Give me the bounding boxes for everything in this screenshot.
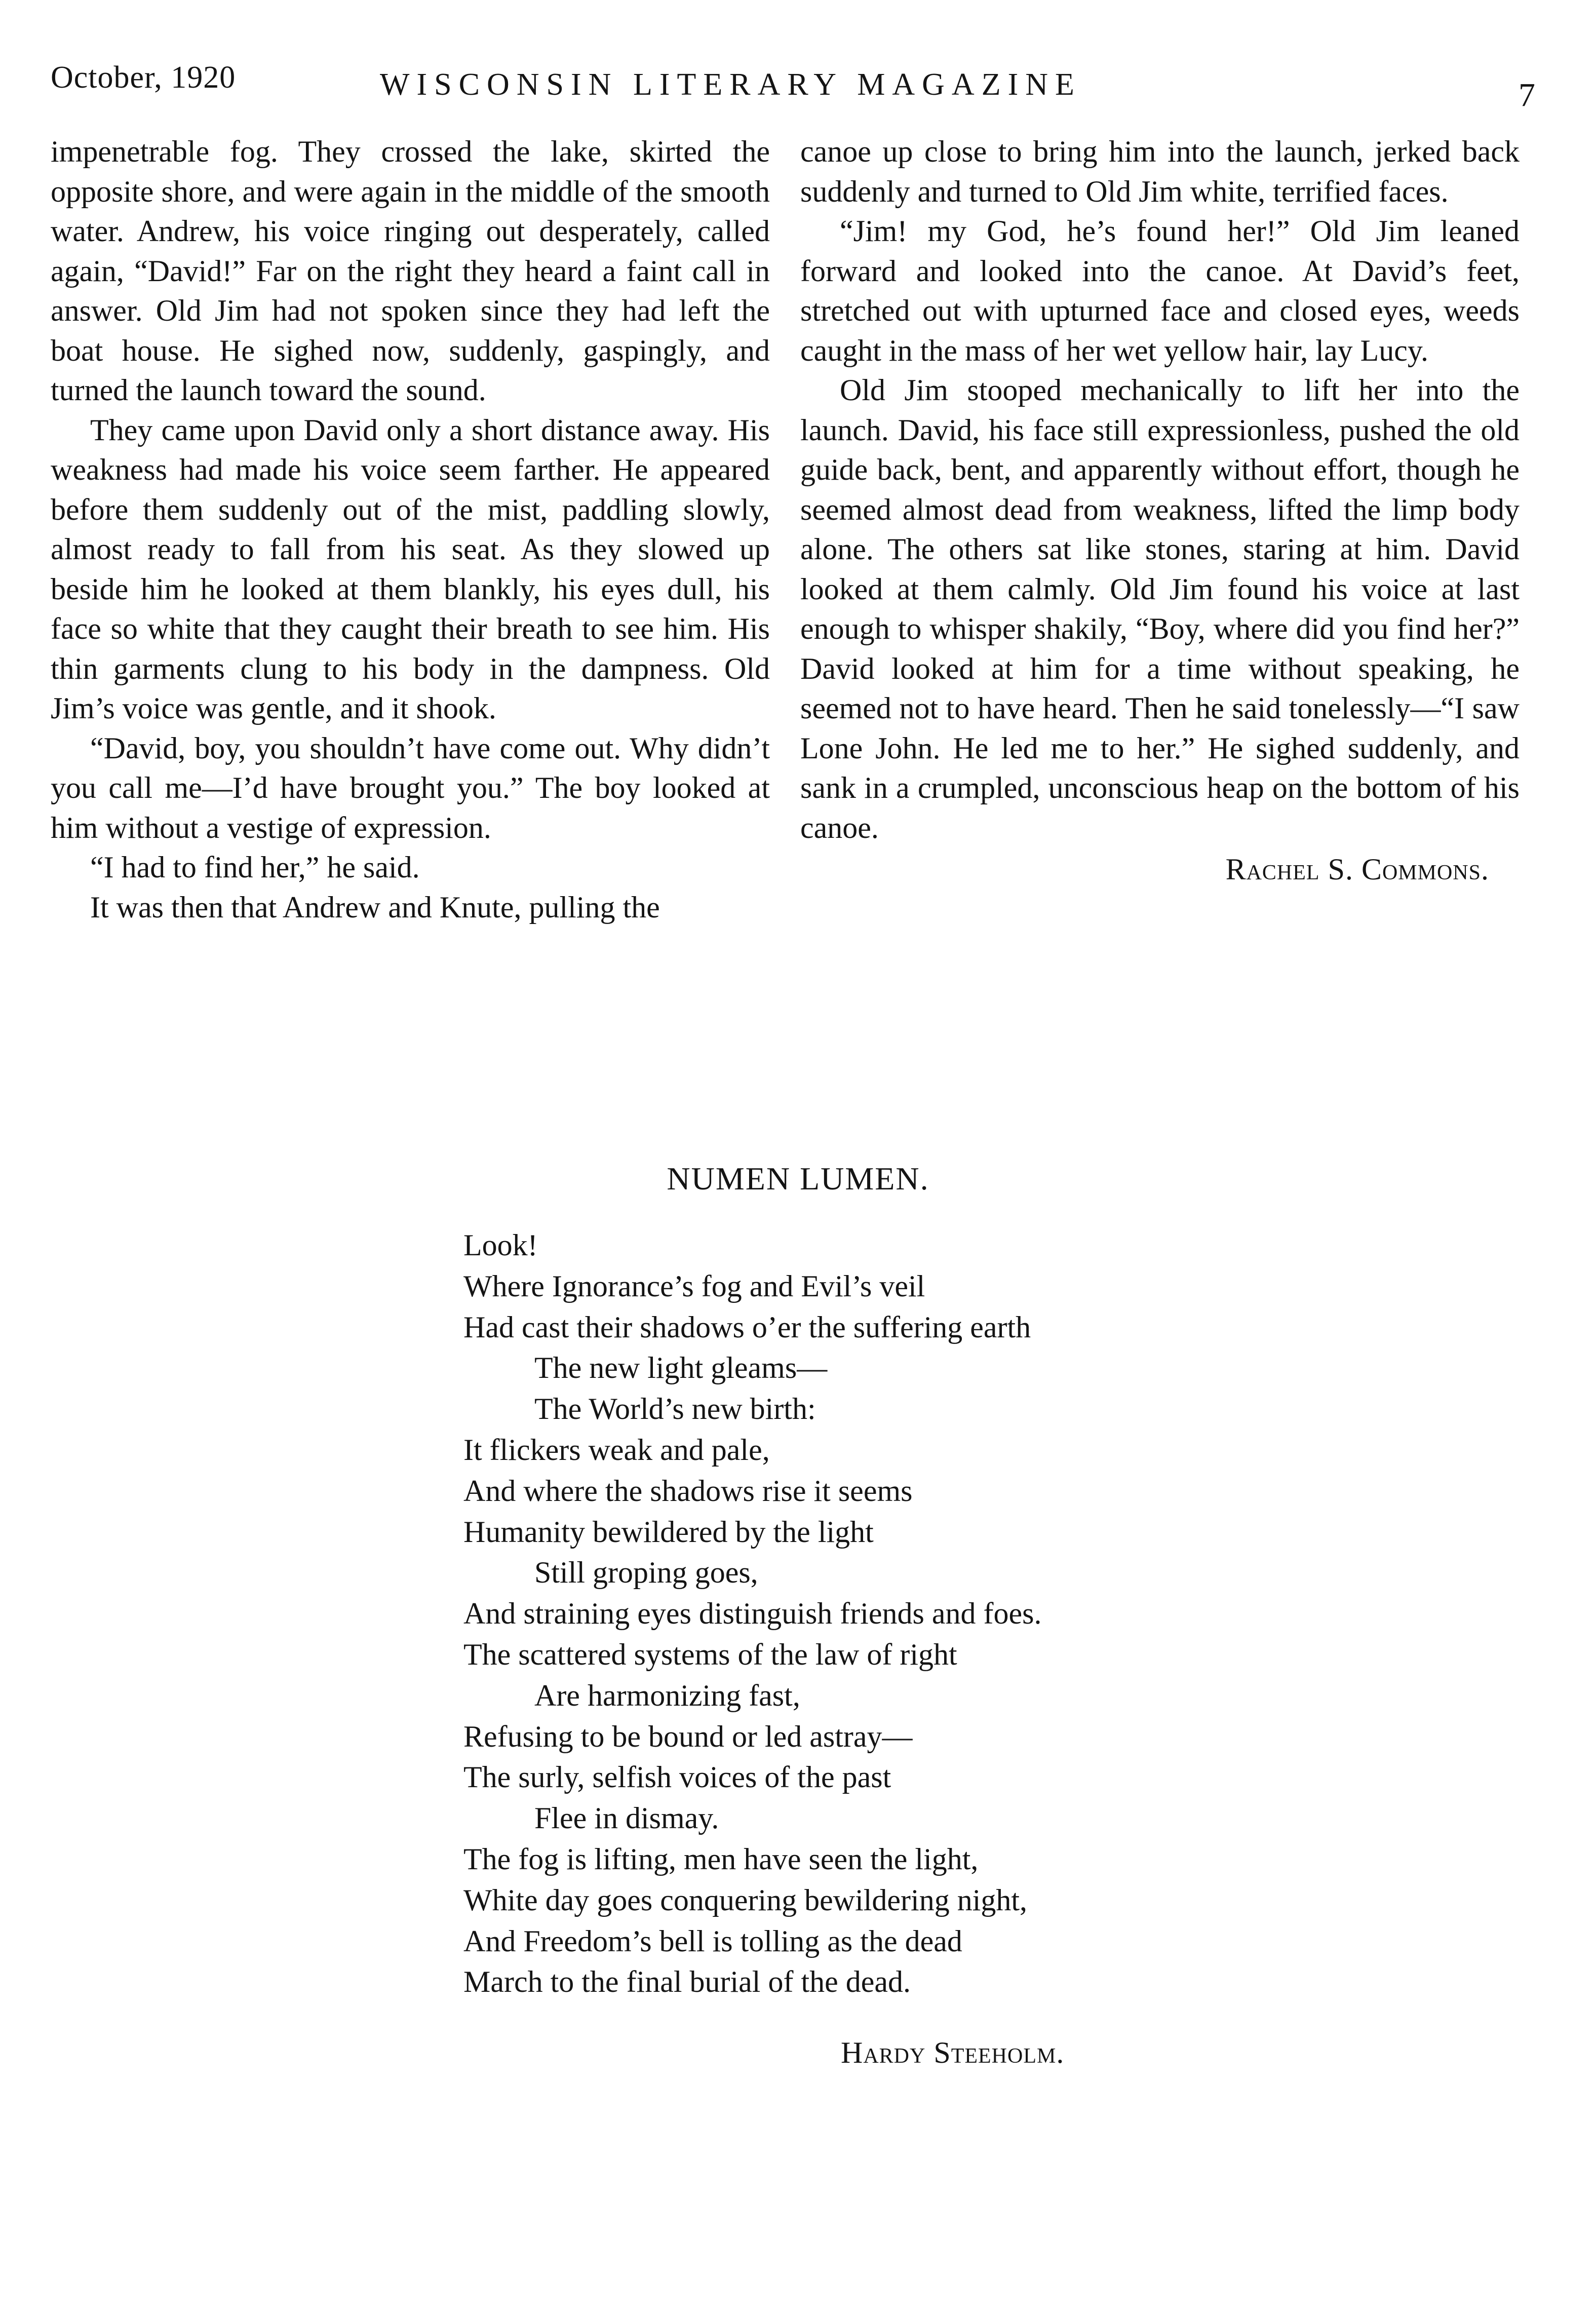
poem-line: Refusing to be bound or led astray— bbox=[463, 1719, 913, 1753]
poem-body bbox=[463, 1225, 1173, 2002]
poem-line: It flickers weak and pale, bbox=[463, 1433, 770, 1467]
poem-line: And where the shadows rise it seems bbox=[463, 1474, 913, 1508]
poem-line: Where Ignorance’s fog and Evil’s veil bbox=[463, 1269, 925, 1303]
poem-line: The surly, selfish voices of the past bbox=[463, 1760, 891, 1794]
story-paragraph: “I had to find her,” he said. bbox=[90, 851, 420, 884]
poem-line: Still groping goes, bbox=[534, 1556, 758, 1590]
page-number: 7 bbox=[1519, 76, 1535, 113]
poem-line: The new light gleams— bbox=[534, 1351, 828, 1385]
story-paragraph: impenetrable fog. They crossed the lake, skirted the opposite shore, and were again in the middle of the smooth water. Andrew, his voice ringing out desperately, called again, “David!” Far on the right they heard a faint call in answer. Old Jim had not spoken since they had left the boat house. He sighed now, suddenly, gaspingly, and turned the launch toward the sound. bbox=[51, 135, 770, 407]
poem-line: Had cast their shadows o’er the suffering earth bbox=[463, 1310, 1031, 1344]
poem-line: Flee in dismay. bbox=[534, 1801, 719, 1835]
poem-line: And straining eyes distinguish friends and foes. bbox=[463, 1597, 1042, 1631]
issue-date: October, 1920 bbox=[51, 60, 236, 95]
story-paragraph: They came upon David only a short distance away. His weakness had made his voice seem farther. He appeared before them suddenly out of the mist, paddling slowly, almost ready to fall from his seat. As they slowed up beside him he looked at them blankly, his eyes dull, his face so white that they caught their breath to see him. His thin garments clung to his body in the dampness. Old Jim’s voice was gentle, and it shook. bbox=[51, 413, 770, 725]
poem-line: The scattered systems of the law of right bbox=[463, 1637, 957, 1671]
poem-line: Humanity bewildered by the light bbox=[463, 1515, 874, 1549]
poem-author: Hardy Steeholm. bbox=[841, 2036, 1065, 2069]
poem-line: Look! bbox=[463, 1228, 538, 1262]
poem-title: NUMEN LUMEN. bbox=[667, 1161, 929, 1197]
story-column-right bbox=[800, 132, 1520, 890]
poem-line: March to the final burial of the dead. bbox=[463, 1965, 911, 1999]
page-header bbox=[51, 60, 1535, 115]
poem-line: The fog is lifting, men have seen the light, bbox=[463, 1842, 979, 1876]
story-paragraph: “Jim! my God, he’s found her!” Old Jim leaned forward and looked into the canoe. At David’s feet, stretched out with upturned face and closed eyes, weeds caught in the mass of her wet yellow hair, lay Lucy. bbox=[800, 214, 1520, 367]
poem-line: Are harmonizing fast, bbox=[534, 1678, 800, 1712]
magazine-title: WISCONSIN LITERARY MAGAZINE bbox=[380, 67, 1081, 102]
poem-line: White day goes conquering bewildering night, bbox=[463, 1883, 1028, 1917]
story-paragraph: canoe up close to bring him into the launch, jerked back suddenly and turned to Old Jim white, terrified faces. bbox=[800, 135, 1520, 208]
story-author: Rachel S. Commons. bbox=[1225, 853, 1489, 886]
poem-line: And Freedom’s bell is tolling as the dead bbox=[463, 1924, 962, 1958]
poem-line: The World’s new birth: bbox=[534, 1392, 816, 1426]
story-paragraph: Old Jim stooped mechanically to lift her into the launch. David, his face still expressionless, pushed the old guide back, bent, and apparently without effort, though he seemed almost dead from weakness, lifted the limp body alone. The others sat like stones, staring at him. David looked at them calmly. Old Jim found his voice at last enough to whisper shakily, “Boy, where did you find her?” David looked at him for a time without speaking, he seemed not to have heard. Then he said tonelessly—“I saw Lone John. He led me to her.” He sighed suddenly, and sank in a crumpled, unconscious heap on the bottom of his canoe. bbox=[800, 373, 1520, 844]
story-column-left bbox=[51, 132, 770, 927]
story-paragraph: It was then that Andrew and Knute, pulling the bbox=[90, 890, 660, 924]
story-paragraph: “David, boy, you shouldn’t have come out. Why didn’t you call me—I’d have brought you.” The boy looked at him without a vestige of expression. bbox=[51, 731, 770, 844]
